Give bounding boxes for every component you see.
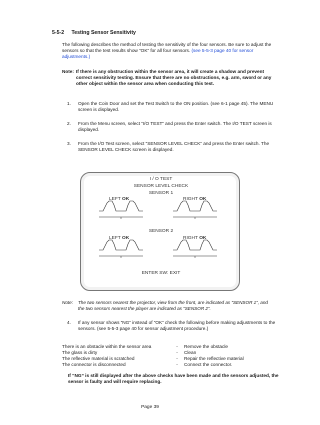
- note-label: Note:: [62, 300, 73, 305]
- step-number: 2.: [67, 121, 71, 126]
- table-row: [62, 362, 244, 368]
- sensor2-right-status: OK: [199, 236, 207, 241]
- dash-cell: -: [176, 356, 178, 362]
- intro-text: The following describes the method of testing the sensitivity of the four sensors. Be sure to adjust the sensors so that the test results show “OK” for all four sensors.: [62, 42, 272, 54]
- sensor1-right-wave: [173, 201, 217, 211]
- sensor-2-label: SENSOR 2: [148, 229, 174, 234]
- note-label: Note:: [62, 69, 74, 74]
- section-number: 5-5-2: [52, 30, 65, 36]
- cause-cell: There is an obstacle within the sensor area: [62, 344, 152, 349]
- dash-cell: -: [176, 362, 178, 368]
- page-number: Page 39: [141, 405, 159, 410]
- screen-subtitle: SENSOR LEVEL CHECK: [133, 184, 189, 189]
- remedy-cell: Repair the reflective material: [184, 356, 244, 362]
- remedy-cell: Clean: [184, 350, 197, 356]
- step-text: If any sensor shows “NG” instead of “OK” check the following before making adjustments to the sensors. (see 5-5-3 page 40 for sensor adjustment procedure.): [78, 320, 276, 332]
- sensor1-left-wave: [99, 201, 143, 211]
- replacement-warning: If “NG” is still displayed after the above checks have been made and the sensors adjusted, the sensor is faulty and will require replacing.: [68, 373, 279, 385]
- section-title: Testing Sensor Sensitivity: [71, 30, 136, 36]
- sensor2-left-status: OK: [122, 236, 130, 241]
- dash-cell: -: [176, 350, 178, 356]
- section-heading: [52, 30, 136, 36]
- dash-cell: -: [176, 344, 178, 349]
- intro-paragraph: [62, 42, 278, 60]
- sensor-level-check-screen: [80, 172, 240, 291]
- step-number: 4.: [67, 320, 71, 325]
- sensor2-right-wave: [173, 240, 217, 250]
- screen-exit-instruction: ENTER SW: EXIT: [141, 271, 181, 276]
- troubleshooting-table: [62, 344, 244, 368]
- cause-cell: The connector is disconnected: [62, 362, 126, 368]
- sensor2-left-wave: [99, 240, 143, 250]
- step-text: Open the Coin Door and set the Test Switch to the ON position. (see 6-1 page 45). The MENU screen is displayed.: [78, 101, 274, 113]
- step-text: From the I/O Test screen, select “SENSOR LEVEL CHECK” and press the Enter switch. The SENSOR LEVEL CHECK screen is displayed.: [78, 141, 270, 153]
- note-text: If there is any obstruction within the sensor area, it will create a shadow and prevent correct sensitivity testing. Ensure that there are no obstructions, e.g. arm, sword or any other object within the sensor area when conducting this test.: [76, 69, 272, 87]
- sensor1-right-label: RIGHT OK: [183, 197, 207, 202]
- note-text: The two sensors nearest the projector, view from the front, are indicated as “SENSOR 1”, and the two sensors nearest the player are indicated as “SENSOR 2”.: [78, 300, 268, 311]
- cause-cell: The glass is dirty: [62, 350, 98, 356]
- sensor-adjustment-link[interactable]: (see 5-5-3 page 40 for sensor adjustments.): [62, 48, 254, 60]
- screen-title: I / O TEST: [149, 177, 173, 182]
- sensor1-left-label: LEFT OK: [109, 197, 130, 202]
- sensor2-left-label: LEFT OK: [109, 236, 130, 241]
- sensor2-right-label: RIGHT OK: [183, 236, 207, 241]
- remedy-cell: Connect the connector.: [184, 362, 233, 368]
- step-number: 3.: [67, 141, 71, 146]
- sensor-1-label: SENSOR 1: [148, 191, 174, 196]
- sensor1-right-status: OK: [199, 197, 207, 202]
- cause-cell: The reflective material is scratched: [62, 356, 135, 362]
- sensor1-left-status: OK: [122, 197, 130, 202]
- remedy-cell: Remove the obstacle: [184, 344, 229, 349]
- step-number: 1.: [67, 101, 71, 106]
- step-text: From the Menu screen, select “I/O TEST” and press the Enter switch. The I/O TEST screen is displayed.: [78, 121, 272, 133]
